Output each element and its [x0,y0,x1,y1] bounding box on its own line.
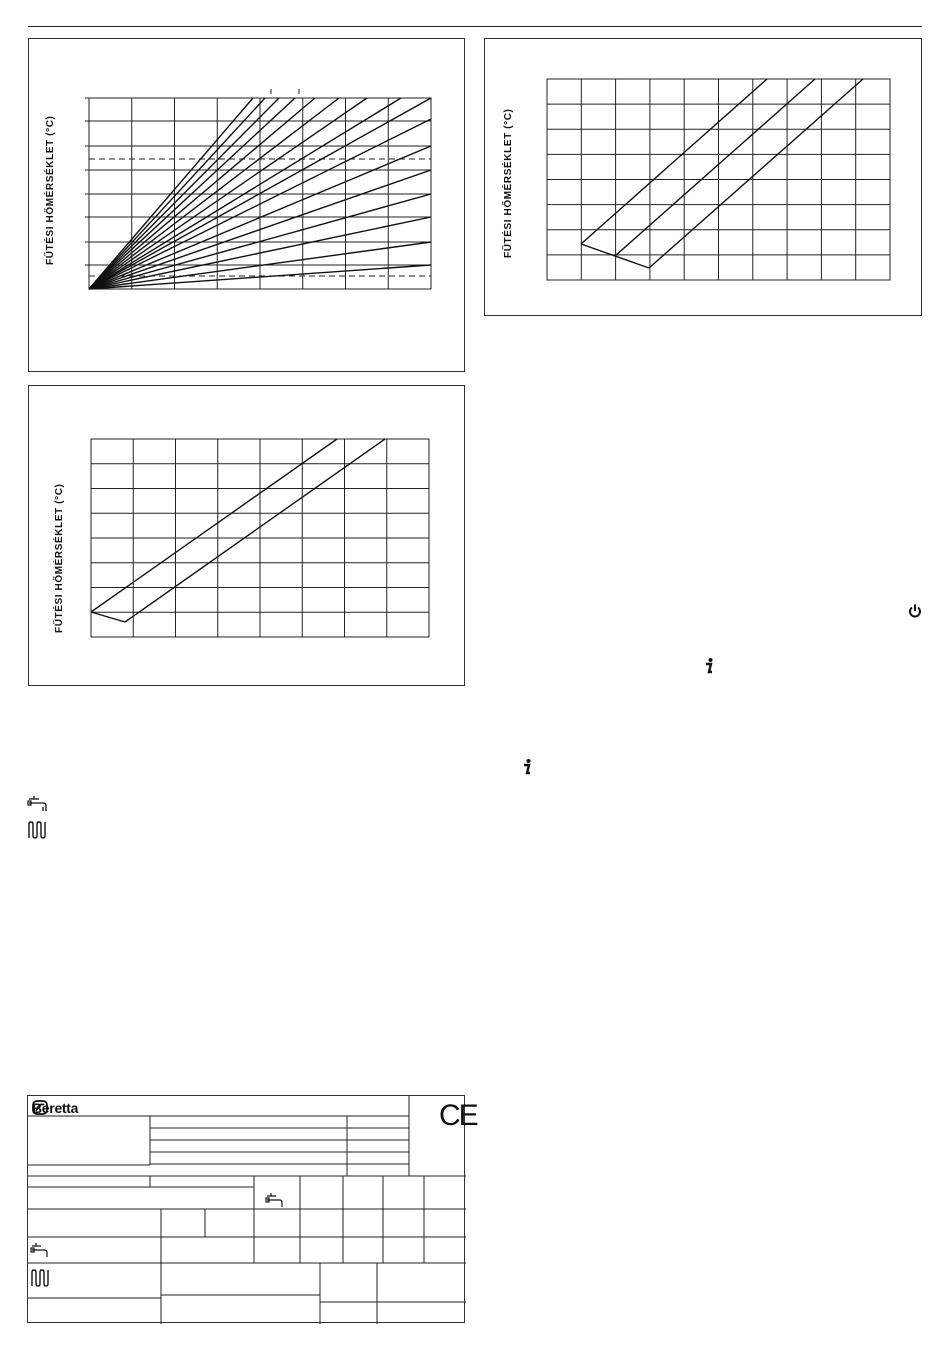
power-icon [907,603,923,619]
chart-panel-fan [28,38,465,372]
y-axis-label: FŰTÉSI HŐMÉRSÉKLET (°C) [503,108,514,258]
chart-panel-three-curves [484,38,922,316]
radiator-icon [27,820,47,840]
two-curve-chart [29,386,466,687]
y-axis-label: FŰTÉSI HŐMÉRSÉKLET (°C) [45,115,56,265]
rating-plate [27,1095,477,1323]
tap-icon [27,795,49,813]
top-rule [28,26,922,27]
three-curve-chart [485,39,923,317]
fan-chart [29,39,466,373]
brand-logo [32,1100,78,1116]
info-icon [703,657,715,675]
plate-tap-icon-2 [31,1243,47,1257]
chart-panel-two-curves [28,385,465,686]
rating-plate-grid [28,1096,466,1324]
plate-tap-icon [266,1193,282,1207]
ce-mark: CE [439,1099,477,1132]
beretta-logo-icon [32,1100,48,1115]
brand-name: Beretta [32,1100,79,1116]
info-icon [521,758,533,776]
shifted-curves [91,439,385,622]
y-axis-label: FŰTÉSI HŐMÉRSÉKLET (°C) [54,483,65,633]
three-curves [581,79,863,268]
plate-radiator-icon [32,1270,48,1286]
